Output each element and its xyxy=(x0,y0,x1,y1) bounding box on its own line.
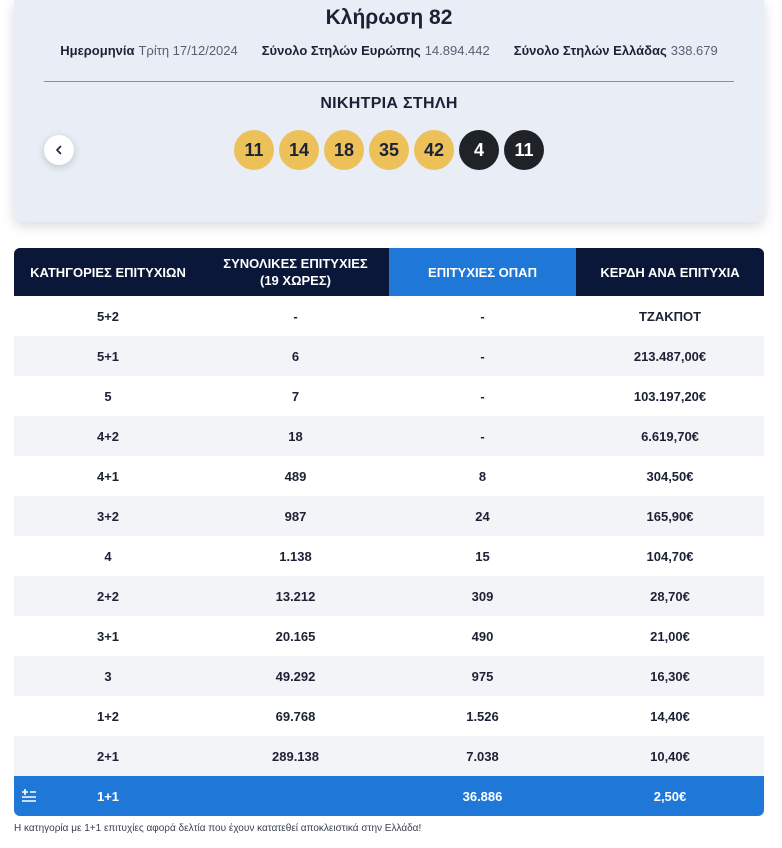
joker-ball: 4 xyxy=(459,130,499,170)
draw-date-value: Τρίτη 17/12/2024 xyxy=(138,43,238,58)
table-row xyxy=(14,536,764,576)
cell-total: 18 xyxy=(288,428,303,444)
cell-category: 3+1 xyxy=(96,628,120,644)
cell-prize: 14,40€ xyxy=(650,708,690,724)
cell-total: - xyxy=(293,308,298,324)
header-total-winners xyxy=(202,248,389,296)
table-row xyxy=(14,736,764,776)
cell-prize: 165,90€ xyxy=(646,508,694,524)
cell-prize: 2,50€ xyxy=(653,788,687,804)
main-ball: 14 xyxy=(279,130,319,170)
cell-category: 3 xyxy=(104,668,112,684)
cell-opap: 1.526 xyxy=(466,708,499,724)
cell-total: 49.292 xyxy=(275,668,316,684)
cell-opap: 24 xyxy=(475,508,490,524)
table-header xyxy=(14,248,764,296)
cell-category: 4 xyxy=(104,548,112,564)
cell-prize: 10,40€ xyxy=(650,748,690,764)
cell-prize: 21,00€ xyxy=(650,628,690,644)
cell-prize: 213.487,00€ xyxy=(633,348,707,364)
table-body xyxy=(14,296,764,816)
cell-total: 20.165 xyxy=(275,628,316,644)
draw-date-label: Ημερομηνία xyxy=(60,43,135,58)
cell-total: 69.768 xyxy=(275,708,316,724)
greece-total-label: Σύνολο Στηλών Ελλάδας xyxy=(513,43,667,58)
highlight-row xyxy=(14,776,764,816)
joker-ball: 11 xyxy=(504,130,544,170)
cell-opap: - xyxy=(480,308,485,324)
winning-line-title: ΝΙΚΗΤΡΙΑ ΣΤΗΛΗ xyxy=(320,95,458,112)
greece-total xyxy=(514,43,718,58)
draw-date xyxy=(60,43,238,58)
cell-category: 4+2 xyxy=(96,428,120,444)
cell-total: 289.138 xyxy=(272,748,319,764)
cell-total: 489 xyxy=(284,468,307,484)
main-ball: 18 xyxy=(324,130,364,170)
cell-prize: ΤΖΑΚΠΟΤ xyxy=(638,308,702,324)
cell-category: 5+2 xyxy=(96,308,120,324)
cell-opap: 975 xyxy=(471,668,494,684)
cell-opap: 490 xyxy=(471,628,494,644)
cell-category: 5 xyxy=(104,388,112,404)
cell-prize: 6.619,70€ xyxy=(641,428,699,444)
cell-category: 2+1 xyxy=(96,748,120,764)
europe-total-label: Σύνολο Στηλών Ευρώπης xyxy=(261,43,421,58)
results-table xyxy=(14,248,764,816)
cell-prize: 103.197,20€ xyxy=(633,388,707,404)
cell-total: 13.212 xyxy=(275,588,316,604)
cell-category: 3+2 xyxy=(96,508,120,524)
cell-total: 1.138 xyxy=(279,548,312,564)
main-ball: 35 xyxy=(369,130,409,170)
cell-category: 5+1 xyxy=(96,348,120,364)
cell-opap: 15 xyxy=(475,548,490,564)
table-row xyxy=(14,576,764,616)
cell-opap: - xyxy=(480,428,485,444)
table-row xyxy=(14,456,764,496)
cell-prize: 104,70€ xyxy=(646,548,694,564)
main-ball: 42 xyxy=(414,130,454,170)
europe-total-value: 14.894.442 xyxy=(424,43,490,58)
table-row xyxy=(14,376,764,416)
header-opap-winners: ΕΠΙΤΥΧΙΕΣ ΟΠΑΠ xyxy=(389,248,576,296)
cell-prize: 16,30€ xyxy=(650,668,690,684)
header-categories: ΚΑΤΗΓΟΡΙΕΣ ΕΠΙΤΥΧΙΩΝ xyxy=(30,264,186,280)
cell-prize: 304,50€ xyxy=(646,468,694,484)
header-total-line2: (19 ΧΩΡΕΣ) xyxy=(260,273,331,288)
table-row xyxy=(14,496,764,536)
draw-title: Κλήρωση 82 xyxy=(325,6,453,29)
cell-total xyxy=(202,776,389,816)
cell-category: 4+1 xyxy=(96,468,120,484)
table-row xyxy=(14,656,764,696)
table-row xyxy=(14,416,764,456)
header-prize: ΚΕΡΔΗ ΑΝΑ ΕΠΙΤΥΧΙΑ xyxy=(600,264,740,280)
winning-balls xyxy=(14,130,764,170)
cell-category: 2+2 xyxy=(96,588,120,604)
table-row xyxy=(14,336,764,376)
divider xyxy=(44,81,734,82)
greece-total-value: 338.679 xyxy=(670,43,718,58)
cell-prize: 28,70€ xyxy=(650,588,690,604)
europe-total xyxy=(262,43,490,58)
footnote: Η κατηγορία με 1+1 επιτυχίες αφορά δελτία που έχουν κατατεθεί αποκλειστικά στην Ελλάδα! xyxy=(14,823,422,834)
cell-opap: 7.038 xyxy=(466,748,499,764)
cell-total: 7 xyxy=(291,388,300,404)
main-ball: 11 xyxy=(234,130,274,170)
cell-opap: - xyxy=(480,348,485,364)
table-row xyxy=(14,616,764,656)
table-row xyxy=(14,296,764,336)
cell-opap: 8 xyxy=(478,468,487,484)
cell-opap: - xyxy=(480,388,485,404)
plus-minus-list-icon xyxy=(20,787,38,805)
table-row xyxy=(14,696,764,736)
cell-opap: 36.886 xyxy=(462,788,503,804)
draw-meta xyxy=(14,43,764,58)
cell-total: 987 xyxy=(284,508,307,524)
cell-total: 6 xyxy=(291,348,300,364)
cell-category: 1+1 xyxy=(96,788,120,804)
cell-opap: 309 xyxy=(471,588,494,604)
cell-category: 1+2 xyxy=(96,708,120,724)
header-total-line1: ΣΥΝΟΛΙΚΕΣ ΕΠΙΤΥΧΙΕΣ xyxy=(223,256,368,271)
draw-card xyxy=(14,0,764,222)
